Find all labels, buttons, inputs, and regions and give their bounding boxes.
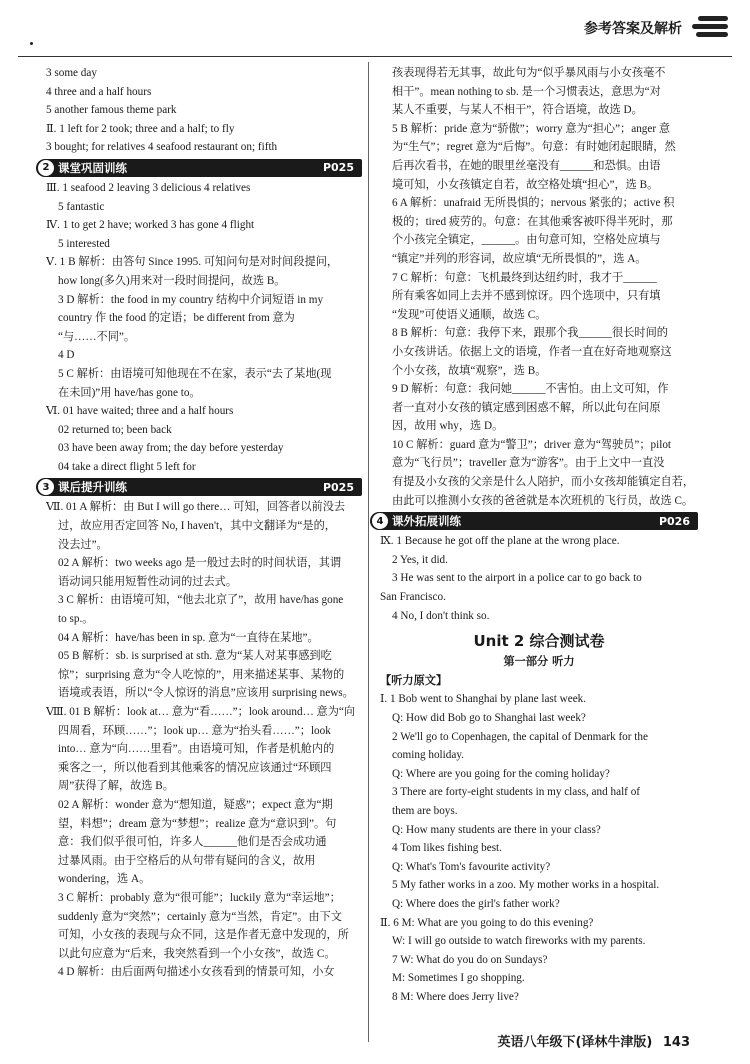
page-number: 143 bbox=[662, 1035, 690, 1050]
text-line: 者一直对小女孩的镇定感到困惑不解，所以此句在问原 bbox=[392, 401, 661, 414]
text-line: 惊”；surprising 意为“令人吃惊的”，用来描述某事、某物的 bbox=[58, 668, 345, 681]
text-line: 语动词只能用短暂性动词的过去式。 bbox=[58, 575, 238, 588]
text-line: “与……不同”。 bbox=[58, 330, 136, 343]
page-footer bbox=[497, 1031, 690, 1050]
text-line: 7 W: What do you do on Sundays? bbox=[392, 953, 548, 966]
text-line: M: Sometimes I go shopping. bbox=[392, 972, 525, 985]
text-line: 3 C 解析：probably 意为“很可能”；luckily 意为“幸运地”； bbox=[58, 891, 341, 904]
text-line: Ⅵ. 01 have waited; three and a half hours bbox=[46, 405, 234, 418]
text-line: 境可知，小女孩镇定自若，故空格处填“担心”，选 B。 bbox=[392, 178, 659, 191]
section-banner-after-class bbox=[36, 478, 362, 496]
part-title: 第一部分 听力 bbox=[503, 655, 575, 669]
text-line: Ⅱ. 1 left for 2 took; three and a half; to fly bbox=[46, 122, 235, 135]
text-line: 以此句应意为“后来，我突然看到一个小女孩”，故选 C。 bbox=[58, 947, 336, 960]
text-line: 5 B 解析：pride 意为“骄傲”；worry 意为“担心”；anger 意 bbox=[392, 122, 671, 135]
text-line: W: I will go outside to watch fireworks with my parents. bbox=[392, 935, 646, 948]
text-line: 5 C 解析：由语境可知他现在不在家，表示“去了某地(现 bbox=[58, 367, 332, 380]
text-line: 04 take a direct flight 5 left for bbox=[58, 460, 196, 473]
text-line: 小女孩讲话。依据上文的语境，作者一直在好奇地观察这 bbox=[392, 345, 672, 358]
text-line: 4 No, I don't think so. bbox=[392, 609, 490, 622]
text-line: Q: How did Bob go to Shanghai last week? bbox=[392, 712, 586, 724]
text-line: them are boys. bbox=[392, 804, 458, 817]
banner-number: 3 bbox=[38, 479, 54, 495]
text-line: Ⅲ. 1 seafood 2 leaving 3 delicious 4 relatives bbox=[46, 181, 251, 194]
section-banner-classroom bbox=[36, 159, 362, 177]
text-line: 3 There are forty-eight students in my class, and half of bbox=[392, 786, 641, 799]
text-line: 2 We'll go to Copenhagen, the capital of Denmark for the bbox=[392, 730, 648, 743]
text-line: 9 D 解析：句意：我问她______不害怕。由上文可知，作 bbox=[392, 383, 669, 396]
text-line: “镇定”并列的形容词，故应填“无所畏惧的”，选 A。 bbox=[392, 252, 647, 265]
banner-page: P025 bbox=[322, 480, 354, 494]
page-header-title: 参考答案及解析 bbox=[584, 21, 682, 37]
text-line: country 作 the food 的定语；be different from 意为 bbox=[58, 312, 295, 325]
text-line: 10 C 解析：guard 意为“警卫”；driver 意为“驾驶员”；pilot bbox=[392, 438, 672, 451]
text-line: 过，故应用否定回答 No, I haven't，其中文翻译为“是的， bbox=[58, 520, 336, 533]
text-line: 4 D 解析：由后面两句描述小女孩看到的情景可知，小女 bbox=[58, 966, 335, 979]
text-line: 04 A 解析：have/has been in sp. 意为“一直待在某地”。 bbox=[58, 631, 319, 644]
unit-test-title: Unit 2 综合测试卷 bbox=[473, 632, 605, 651]
text-line: 个小孩完全镇定，______。由句意可知，空格处应填与 bbox=[392, 234, 661, 247]
right-column bbox=[376, 64, 698, 1007]
text-line: into… 意为“向……里看”。由语境可知，作者是机舱内的 bbox=[58, 743, 335, 756]
text-line: 四周看，环顾……”；look up… 意为“抬头看……”；look bbox=[58, 724, 331, 737]
text-line: wondering，选 A。 bbox=[58, 873, 151, 886]
column-divider bbox=[368, 62, 369, 1042]
banner-number: 4 bbox=[372, 513, 388, 529]
text-line: 8 B 解析：句意：我停下来，跟那个我______很长时间的 bbox=[392, 327, 668, 340]
text-line: 相干”。mean nothing to sb. 是一个习惯表达，意思为“对 bbox=[392, 85, 661, 98]
left-column bbox=[42, 64, 362, 982]
banner-label: 课后提升训练 bbox=[58, 480, 127, 495]
banner-number: 2 bbox=[38, 160, 54, 176]
text-line: 8 M: Where does Jerry live? bbox=[392, 990, 519, 1003]
banner-label: 课外拓展训练 bbox=[392, 514, 461, 529]
text-line: 有提及小女孩的父亲是什么人陪护，而小女孩却能镇定自若， bbox=[392, 476, 695, 489]
text-line: 3 bought; for relatives 4 seafood restaurant on; fifth bbox=[46, 141, 278, 154]
corner-dot bbox=[30, 42, 33, 45]
text-line: 5 fantastic bbox=[58, 200, 105, 213]
text-line: 孩表现得若无其事，故此句为“似乎暴风雨与小女孩毫不 bbox=[392, 67, 666, 79]
text-line: 因，故用 why，选 D。 bbox=[392, 420, 504, 433]
text-line: suddenly 意为“突然”；certainly 意为“当然，肯定”。由下文 bbox=[58, 910, 342, 923]
text-line: how long(多久)用来对一段时间提问，故选 B。 bbox=[58, 274, 286, 287]
text-line: Ⅸ. 1 Because he got off the plane at the wrong place. bbox=[380, 535, 620, 548]
text-line: 3 some day bbox=[46, 67, 97, 79]
page-header bbox=[584, 8, 730, 48]
text-line: 02 A 解析：wonder 意为“想知道，疑惑”；expect 意为“期 bbox=[58, 798, 333, 811]
text-line: Ⅶ. 01 A 解析：由 But I will go there… 可知，回答者以前没去 bbox=[46, 501, 346, 514]
text-line: 3 He was sent to the airport in a police car to go back to bbox=[392, 572, 642, 585]
text-line: Ⅴ. 1 B 解析：由答句 Since 1995. 可知问句是对时间段提问， bbox=[46, 256, 339, 269]
text-line: 5 interested bbox=[58, 237, 110, 250]
footer-book-title: 英语八年级下(译林牛津版) bbox=[497, 1035, 653, 1050]
text-line: 意为“飞行员”；traveller 意为“游客”。由于上文中一直没 bbox=[392, 457, 665, 470]
text-line: Q: Where are you going for the coming holiday? bbox=[392, 767, 610, 780]
text-line: 4 D bbox=[58, 349, 75, 362]
text-line: 2 Yes, it did. bbox=[392, 553, 448, 566]
text-line: to sp.。 bbox=[58, 613, 94, 626]
header-rule bbox=[18, 56, 732, 57]
text-line: Ⅳ. 1 to get 2 have; worked 3 has gone 4 flight bbox=[46, 219, 255, 232]
banner-label: 课堂巩固训练 bbox=[58, 160, 127, 175]
text-line: 过暴风雨。由于空格后的从句带有疑问的含义，故用 bbox=[58, 854, 316, 867]
book-stack-icon bbox=[690, 14, 730, 42]
text-line: 乘客之一，所以他看到其他乘客的情况应该通过“环顾四 bbox=[58, 761, 332, 774]
text-line: 05 B 解析：sb. is surprised at sth. 意为“某人对某事感到吃 bbox=[58, 650, 332, 663]
text-line: 某人不重要，与某人不相干”，符合语境，故选 D。 bbox=[392, 104, 643, 117]
text-line: 极的；tired 疲劳的。句意：在其他乘客被吓得半死时，那 bbox=[392, 215, 673, 228]
text-line: 语境或表语，所以“令人惊讶的消息”应该用 surprising news。 bbox=[58, 687, 354, 700]
text-line: Q: What's Tom's favourite activity? bbox=[392, 860, 551, 873]
text-line: 5 another famous theme park bbox=[46, 104, 177, 117]
text-line: 6 A 解析：unafraid 无所畏惧的；nervous 紧张的；active 积 bbox=[392, 197, 675, 210]
text-line: 02 returned to; been back bbox=[58, 423, 172, 436]
text-line: Ⅰ. 1 Bob went to Shanghai by plane last week. bbox=[380, 693, 587, 706]
text-line: 在未回)”用 have/has gone to。 bbox=[58, 386, 201, 399]
text-line: 4 three and a half hours bbox=[46, 85, 152, 98]
text-line: 5 My father works in a zoo. My mother works in a hospital. bbox=[392, 879, 660, 892]
text-line: 3 C 解析：由语境可知，“他去北京了”，故用 have/has gone bbox=[58, 594, 344, 607]
text-line: Ⅷ. 01 B 解析：look at… 意为“看……”；look around… 意为“向 bbox=[46, 706, 356, 718]
banner-page: P026 bbox=[658, 514, 690, 528]
text-line: 7 C 解析：句意：飞机最终到达纽约时，我才于______ bbox=[392, 271, 657, 284]
text-line: 由此可以推测小女孩的爸爸就是本次班机的飞行员，故选 C。 bbox=[392, 494, 694, 507]
listening-heading: 【听力原文】 bbox=[380, 674, 448, 687]
text-line: Q: Where does the girl's father work? bbox=[392, 897, 560, 910]
text-line: 望，料想”；dream 意为“梦想”；realize 意为“意识到”。句 bbox=[58, 817, 337, 830]
text-line: 周”获得了解，故选 B。 bbox=[58, 780, 174, 793]
text-line: 所有乘客如同上去并不感到惊讶。四个选项中，只有填 bbox=[392, 290, 661, 303]
text-line: Q: How many students are there in your class? bbox=[392, 823, 601, 836]
text-line: 02 A 解析：two weeks ago 是一般过去时的时间状语，其谓 bbox=[58, 557, 342, 570]
text-line: “发现”可使语义通顺，故选 C。 bbox=[392, 308, 547, 321]
text-line: 3 D 解析：the food in my country 结构中介词短语 in my bbox=[58, 293, 324, 306]
text-line: 可知，小女孩的表现与众不同，这是作者无意中发现的，所 bbox=[58, 929, 349, 942]
text-line: 后再次看书，在她的眼里丝毫没有______和恐惧。由语 bbox=[392, 159, 661, 172]
text-line: coming holiday. bbox=[392, 749, 464, 762]
section-banner-extension bbox=[370, 512, 698, 530]
text-line: Ⅱ. 6 M: What are you going to do this evening? bbox=[380, 916, 594, 929]
text-line: 没去过”。 bbox=[58, 538, 108, 551]
text-line: 个小女孩，故填“观察”，选 B。 bbox=[392, 364, 547, 377]
text-line: 4 Tom likes fishing best. bbox=[392, 842, 502, 855]
banner-page: P025 bbox=[322, 161, 354, 175]
text-line: 意：我们似乎很可怕，许多人______他们是否会成功通 bbox=[58, 836, 327, 849]
text-line: San Francisco. bbox=[380, 591, 446, 604]
text-line: 03 have been away from; the day before yesterday bbox=[58, 442, 284, 455]
text-line: 为“生气”；regret 意为“后悔”。句意：有时她闭起眼睛，然 bbox=[392, 141, 676, 154]
